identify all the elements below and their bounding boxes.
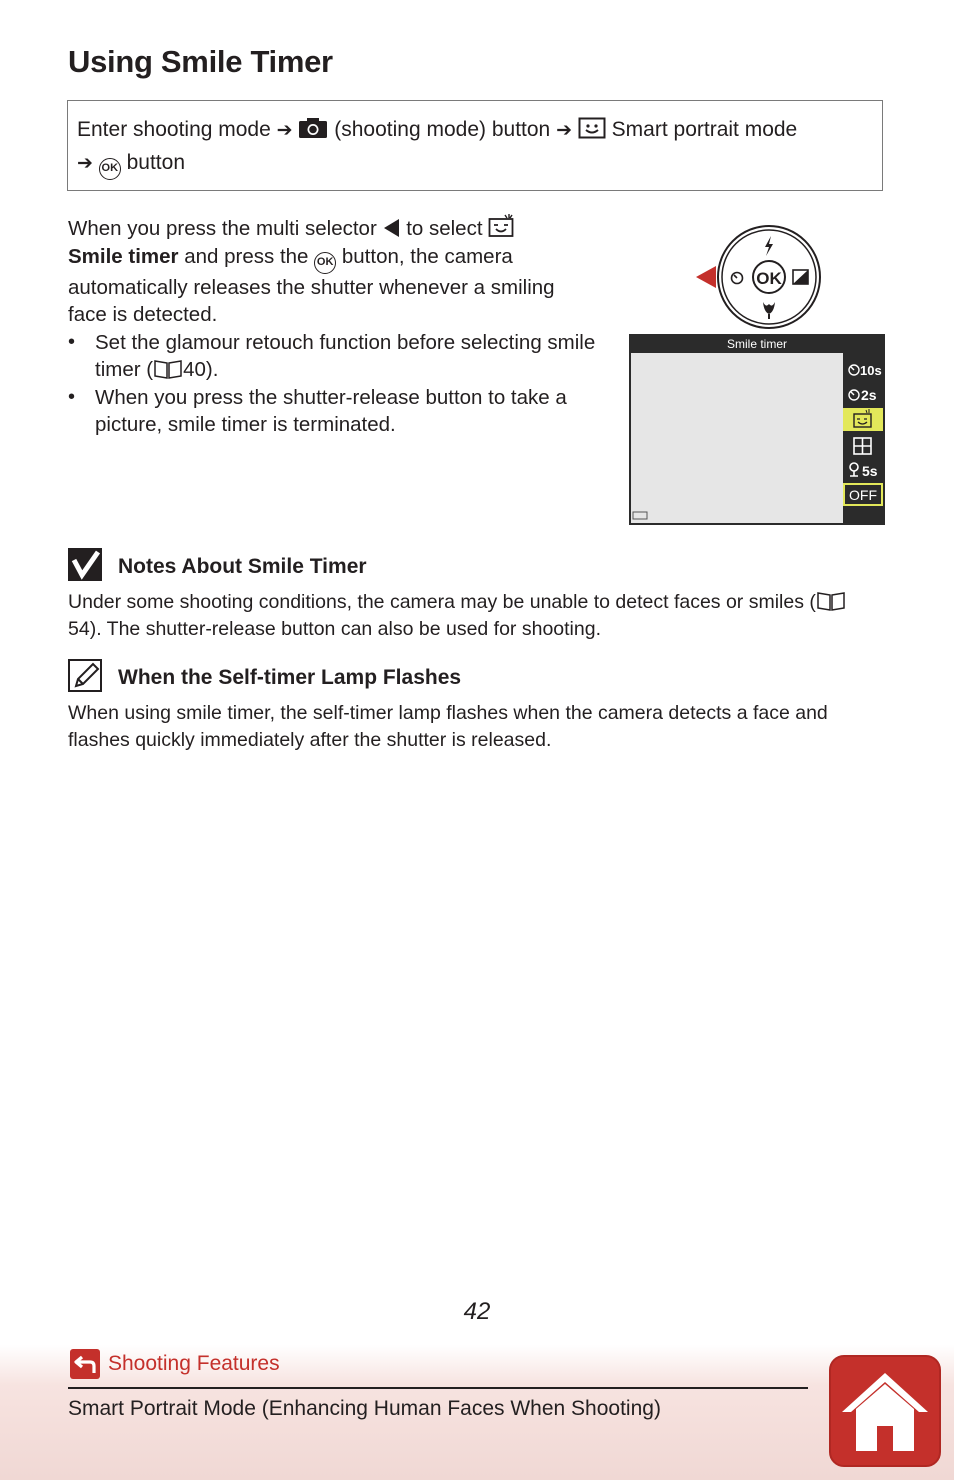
navigation-path-box: [67, 100, 883, 191]
intro-paragraph: [68, 214, 598, 329]
smile-timer-icon: [488, 214, 514, 238]
ok-button-icon: OK: [314, 252, 336, 274]
check-note-icon: [68, 548, 104, 582]
multi-selector: [696, 226, 820, 328]
nav-shooting-mode-button: (shooting mode) button: [334, 118, 551, 141]
intro-text-4: button, the camera automatically releases the shutter whenever a smiling face is detected.: [68, 244, 555, 326]
book-reference-icon: [153, 359, 183, 379]
menu-item-off[interactable]: [844, 484, 882, 505]
smart-portrait-icon: [578, 117, 606, 139]
camera-icon: [298, 117, 328, 139]
right-arrow-icon: ➔: [556, 120, 572, 141]
page-reference[interactable]: 54: [68, 618, 90, 640]
home-icon: [829, 1355, 941, 1467]
nav-smart-portrait-mode: Smart portrait mode: [611, 118, 798, 141]
right-arrow-icon: ➔: [77, 153, 93, 174]
home-button[interactable]: [829, 1355, 941, 1467]
exposure-compensation-icon: [793, 270, 808, 284]
left-selector-arrow-icon: [696, 266, 716, 288]
return-arrow-icon: [70, 1349, 100, 1379]
book-reference-icon: [816, 591, 846, 611]
nav-button: button: [126, 151, 185, 174]
svg-text:10s: 10s: [860, 363, 882, 378]
smile-timer-label: Smile timer: [68, 244, 179, 268]
intro-section: [68, 214, 598, 439]
svg-text:2s: 2s: [861, 387, 877, 403]
list-item: • Set the glamour retouch function before selecting smile timer ( 40).: [68, 329, 598, 384]
pencil-note-icon: [68, 659, 104, 693]
camera-screen-figure: [628, 222, 886, 526]
footer-section-title: Smart Portrait Mode (Enhancing Human Faces When Shooting): [68, 1397, 661, 1420]
camera-illustration: [628, 222, 886, 526]
intro-text-1: When you press the multi selector: [68, 217, 377, 240]
note-text-2: When using smile timer, the self-timer lamp flashes when the camera detects a face and flashes quickly immediately after the shutter is released.: [68, 702, 828, 751]
ok-label: OK: [756, 269, 782, 288]
page-reference[interactable]: 40: [183, 358, 206, 381]
intro-text-2: to select: [406, 217, 483, 240]
camera-screen: [629, 334, 885, 525]
list-item: • When you press the shutter-release button to take a picture, smile timer is terminated.: [68, 384, 598, 439]
page-title: Using Smile Timer: [68, 44, 333, 79]
nav-enter-shooting-mode: Enter shooting mode: [77, 118, 271, 141]
right-arrow-icon: ➔: [276, 120, 293, 141]
bullet-list: [68, 329, 598, 439]
note-title: When the Self-timer Lamp Flashes: [118, 666, 462, 689]
svg-text:OFF: OFF: [849, 487, 877, 503]
footer-divider: [68, 1387, 808, 1389]
svg-text:5s: 5s: [862, 463, 878, 479]
ok-button-icon: OK: [99, 158, 121, 180]
screen-title: Smile timer: [726, 337, 788, 351]
page-number: 42: [463, 1298, 491, 1325]
menu-item-smile-timer[interactable]: [843, 408, 883, 431]
left-triangle-icon: [382, 218, 400, 238]
footer-chapter-label[interactable]: Shooting Features: [108, 1352, 280, 1375]
note-text-1: Under some shooting conditions, the camera may be unable to detect faces or smiles (54). The shutter-release button can also be used for shooting.: [68, 589, 868, 643]
note-title: Notes About Smile Timer: [118, 555, 367, 578]
intro-text-3: and press the: [184, 244, 309, 268]
menu-item-2s[interactable]: [849, 387, 877, 403]
